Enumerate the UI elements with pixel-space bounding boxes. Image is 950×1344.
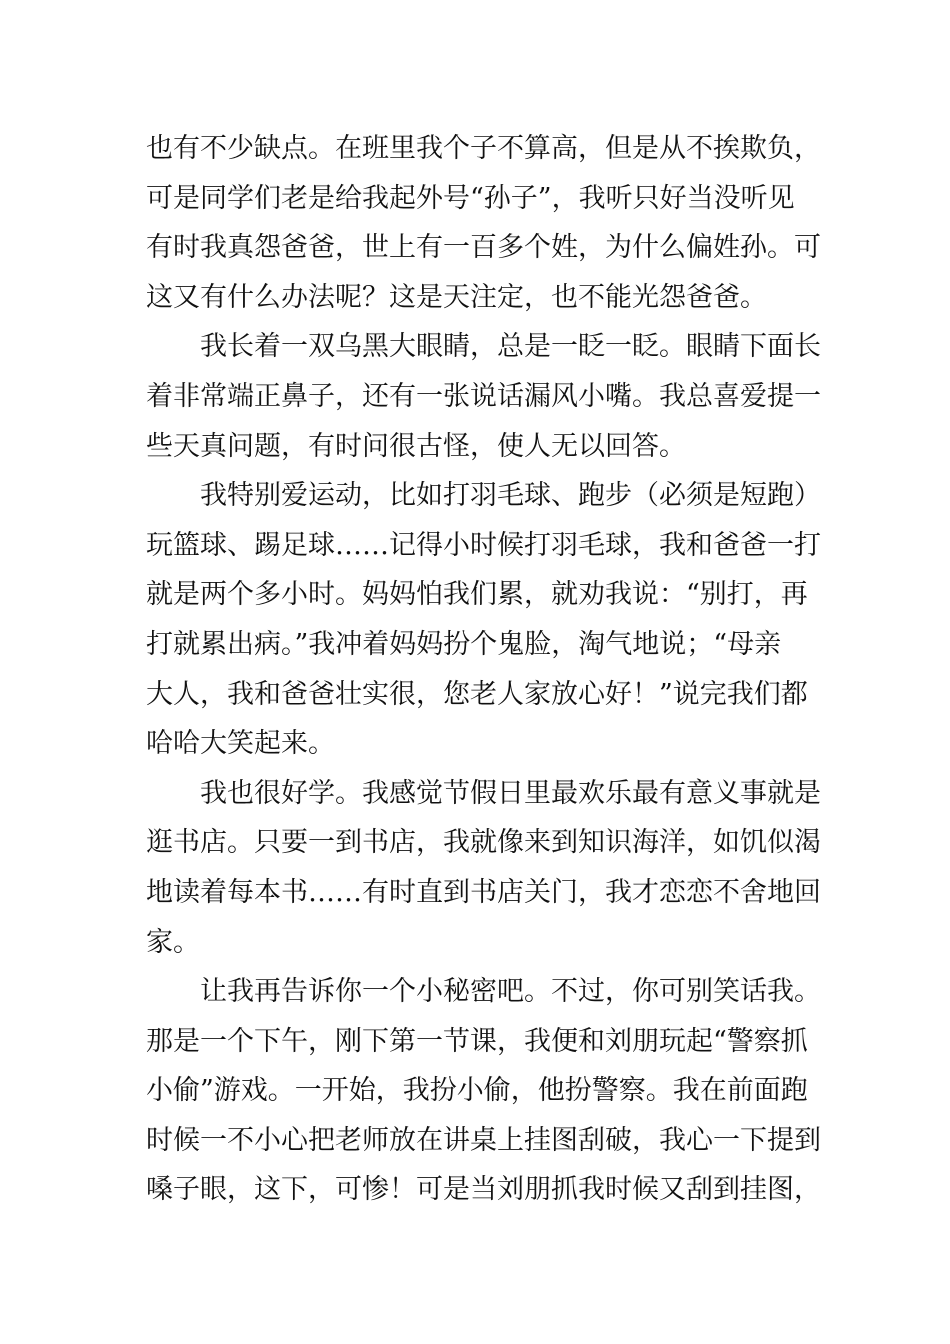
- text-line: 有时我真怨爸爸，世上有一百多个姓，为什么偏姓孙。可: [146, 232, 821, 264]
- text-line: 也有不少缺点。在班里我个子不算高，但是从不挨欺负，: [146, 133, 821, 164]
- text-line: 打就累出病。”我冲着妈妈扮个鬼脸，淘气地说；“母亲: [146, 628, 782, 660]
- paragraph-2: [146, 322, 821, 471]
- text-line: 着非常端正鼻子，还有一张说话漏风小嘴。我总喜爱提一: [146, 380, 821, 412]
- paragraph-3: [146, 471, 821, 769]
- text-line: 大人，我和爸爸壮实很，您老人家放心好！”说完我们都: [146, 678, 808, 710]
- paragraph-5: [146, 967, 821, 1215]
- text-line: 地读着每本书……有时直到书店关门，我才恋恋不舍地回: [146, 876, 821, 908]
- text-line: 让我再告诉你一个小秘密吧。不过，你可别笑话我。: [200, 976, 821, 1008]
- text-line: 小偷”游戏。一开始，我扮小偷，他扮警察。我在前面跑: [146, 1075, 808, 1107]
- paragraph-4: [146, 769, 821, 967]
- text-line: 逛书店。只要一到书店，我就像来到知识海洋，如饥似渴: [146, 827, 821, 859]
- text-line: 我特别爱运动，比如打羽毛球、跑步（必须是短跑）: [200, 480, 821, 512]
- text-line: 玩篮球、踢足球……记得小时候打羽毛球，我和爸爸一打: [146, 529, 821, 561]
- text-line: 时候一不小心把老师放在讲桌上挂图刮破，我心一下提到: [146, 1124, 821, 1156]
- text-line: 些天真问题，有时问很古怪，使人无以回答。: [146, 430, 686, 462]
- text-line: 我长着一双乌黑大眼睛，总是一眨一眨。眼睛下面长: [200, 331, 821, 363]
- paragraph-1: [146, 124, 821, 322]
- text-line: 哈哈大笑起来。: [146, 728, 335, 760]
- text-line: 家。: [146, 926, 200, 958]
- text-line: 可是同学们老是给我起外号“孙子”，我听只好当没听见: [146, 182, 795, 214]
- text-line: 那是一个下午，刚下第一节课，我便和刘朋玩起“警察抓: [146, 1025, 808, 1057]
- text-line: 这又有什么办法呢？这是天注定，也不能光怨爸爸。: [146, 281, 767, 313]
- text-line: 我也很好学。我感觉节假日里最欢乐最有意义事就是: [200, 777, 821, 809]
- text-line: 就是两个多小时。妈妈怕我们累，就劝我说：“别打，再: [146, 579, 808, 611]
- text-line: 嗓子眼，这下，可惨！可是当刘朋抓我时候又刮到挂图，: [146, 1174, 821, 1206]
- body-text: [146, 124, 821, 1215]
